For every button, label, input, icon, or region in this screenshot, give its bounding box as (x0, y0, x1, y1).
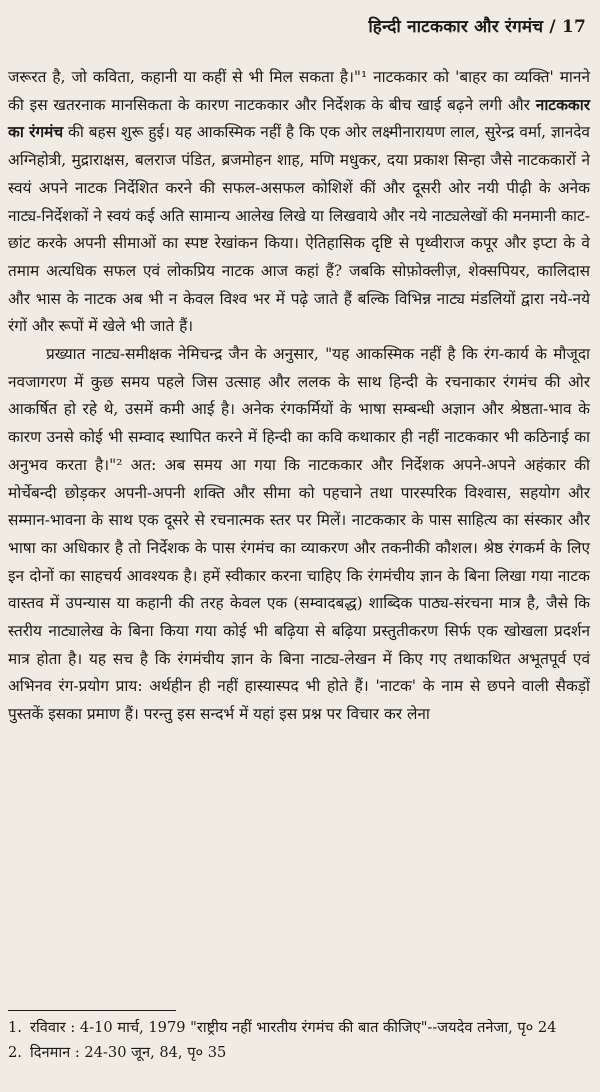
footnote-text: दिनमान : 24-30 जून, 84, पृ० 35 (30, 1044, 227, 1061)
running-head: हिन्दी नाटककार और रंगमंच / 17 (368, 17, 586, 37)
footnotes (8, 1015, 590, 1065)
footnote (8, 1040, 590, 1065)
paragraph-1-text-start: जरूरत है, जो कविता, कहानी या कहीं से भी मिल सकता है।"¹ नाटककार को 'बाहर का व्यक्ति' मानने की इस खतरनाक मानसिकता के कारण नाटककार और निर्देशक के बीच खाई बढ़ने लगी और (8, 68, 590, 114)
paragraph-1 (8, 64, 590, 341)
body-text (8, 64, 590, 729)
footnote-number: 2. (8, 1044, 22, 1061)
footnote-divider (8, 1010, 176, 1011)
footnote-text: रविवार : 4-10 मार्च, 1979 "राष्ट्रीय नहीं भारतीय रंगमंच की बात कीजिए"--जयदेव तनेजा, पृ० 24 (30, 1019, 557, 1036)
footnote (8, 1015, 590, 1040)
bold-phrase: नाटककार का रंगमंच (8, 95, 590, 142)
paragraph-1-text-end: की बहस शुरू हुई। यह आकस्मिक नहीं है कि एक ओर लक्ष्मीनारायण लाल, सुरेन्द्र वर्मा, ज्ञानदेव अग्निहोत्री, मुद्राराक्षस, बलराज पंडित, ब्रजमोहन शाह, मणि मधुकर, दया प्रकाश सिन्हा जैसे नाटककारों ने स्वयं अपने नाटक निर्देशित करने की सफल-असफल कोशिशें कीं और दूसरी ओर नयी पीढ़ी के अनेक नाट्य-निर्देशकों ने स्वयं कई अति सामान्य आलेख लिखे या लिखवाये और नये नाट्यलेखों की मनमानी काट-छांट करके अपनी सीमाओं का स्पष्ट रेखांकन किया। ऐतिहासिक दृष्टि से पृथ्वीराज कपूर और इप्टा के वे तमाम अत्यधिक सफल एवं लोकप्रिय नाटक आज कहां हैं? जबकि सोफ़ोक्लीज़, शेक्सपियर, कालिदास और भास के नाटक अब भी न केवल विश्व भर में पढ़े जाते हैं बल्कि विभिन्न नाट्य मंडलियों द्वारा नये-नये रंगों और रूपों में खेले भी जाते हैं। (8, 123, 590, 336)
paragraph-2: प्रख्यात नाट्य-समीक्षक नेमिचन्द्र जैन के अनुसार, "यह आकस्मिक नहीं है कि रंग-कार्य के मौजूदा नवजागरण में कुछ समय पहले जिस उत्साह और ललक के साथ हिन्दी के रचनाकार रंगमंच की ओर आकर्षित हो रहे थे, उसमें कमी आई है। अनेक रंगकर्मियों के भाषा सम्बन्धी अज्ञान और श्रेष्ठता-भाव के कारण उनसे कोई भी सम्वाद स्थापित करने में हिन्दी का कवि कथाकार ही नहीं नाटककार भी कठिनाई का अनुभव करता है।"² अत: अब समय आ गया कि नाटककार और निर्देशक अपने-अपने अहंकार की मोर्चेबन्दी छोड़कर अपनी-अपनी शक्ति और सीमा को पहचाने तथा पारस्परिक विश्वास, सहयोग और सम्मान-भावना के साथ एक दूसरे से रचनात्मक स्तर पर मिलें। नाटककार के पास साहित्य का संस्कार और भाषा का अधिकार है तो निर्देशक के पास रंगमंच का व्याकरण और तकनीकी कौशल। श्रेष्ठ रंगकर्म के लिए इन दोनों का साहचर्य आवश्यक है। हमें स्वीकार करना चाहिए कि रंगमंचीय ज्ञान के बिना लिखा गया नाटक वास्तव में उपन्यास या कहानी की तरह केवल एक (सम्वादबद्ध) शाब्दिक पाठ्य-संरचना मात्र है, जैसे कि स्तरीय नाट्यालेख के बिना किया गया कोई भी बढ़िया से बढ़िया प्रस्तुतीकरण सिर्फ एक खोखला प्रदर्शन मात्र होता है। यह सच है कि रंगमंचीय ज्ञान के बिना नाट्य-लेखन में किए गए तथाकथित अभूतपूर्व एवं अभिनव रंग-प्रयोग प्राय: अर्थहीन ही नहीं हास्यास्पद भी होते हैं। 'नाटक' के नाम से छपने वाली सैकड़ों पुस्तकें इसका प्रमाण हैं। परन्तु इस सन्दर्भ में यहां इस प्रश्न पर विचार कर लेना (8, 345, 590, 724)
footnote-number: 1. (8, 1019, 22, 1036)
